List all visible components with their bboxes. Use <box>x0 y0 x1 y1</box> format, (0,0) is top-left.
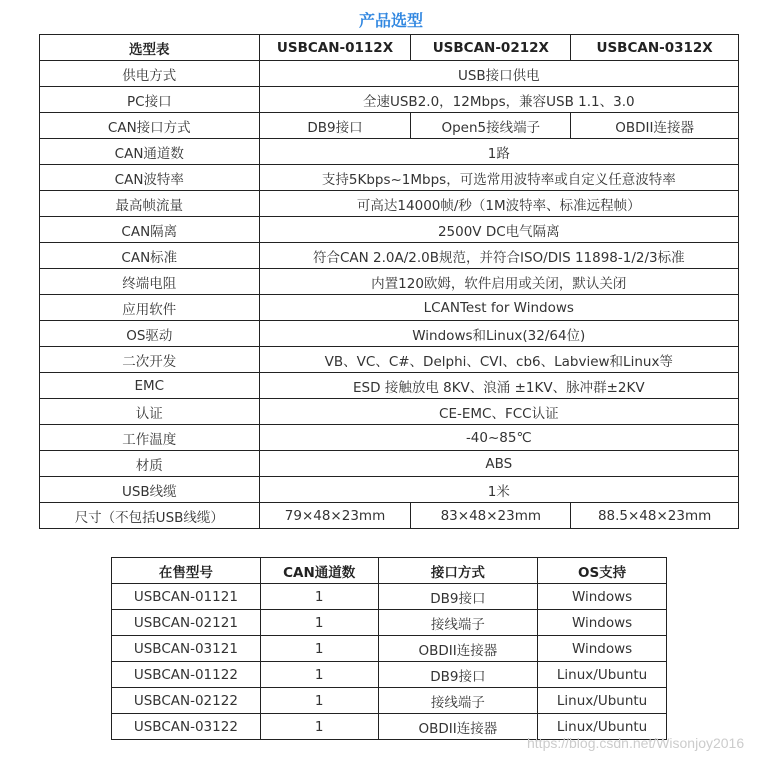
spec-table <box>39 34 739 529</box>
table-row <box>40 451 739 477</box>
row-value: 2500V DC电气隔离 <box>259 217 738 243</box>
row-label: 供电方式 <box>40 61 260 87</box>
table-row <box>40 347 739 373</box>
table-cell: USBCAN-01121 <box>112 584 261 610</box>
table-cell: 1 <box>260 688 378 714</box>
row-label: 终端电阻 <box>40 269 260 295</box>
table-cell: USBCAN-03121 <box>112 636 261 662</box>
row-value: 符合CAN 2.0A/2.0B规范，并符合ISO/DIS 11898-1/2/3标准 <box>259 243 738 269</box>
header-cell: 选型表 <box>40 35 260 61</box>
row-label: 最高帧流量 <box>40 191 260 217</box>
table-cell: OBDII连接器 <box>378 636 538 662</box>
table-cell: 1 <box>260 636 378 662</box>
row-label: EMC <box>40 373 260 399</box>
header-cell: OS支持 <box>538 558 667 584</box>
table-row <box>40 165 739 191</box>
table-cell: Windows <box>538 610 667 636</box>
row-value: CE-EMC、FCC认证 <box>259 399 738 425</box>
table-row <box>40 399 739 425</box>
table-row <box>112 636 667 662</box>
row-value: DB9接口 <box>259 113 411 139</box>
row-label: USB线缆 <box>40 477 260 503</box>
header-cell: USBCAN-0212X <box>411 35 571 61</box>
row-value: 88.5×48×23mm <box>571 503 739 529</box>
table-row <box>40 87 739 113</box>
table-row <box>40 321 739 347</box>
row-label: 应用软件 <box>40 295 260 321</box>
row-label: CAN通道数 <box>40 139 260 165</box>
table-cell: Linux/Ubuntu <box>538 662 667 688</box>
header-cell: 接口方式 <box>378 558 538 584</box>
row-value: USB接口供电 <box>259 61 738 87</box>
table-cell: USBCAN-02121 <box>112 610 261 636</box>
table-cell: OBDII连接器 <box>378 714 538 740</box>
row-value: ABS <box>259 451 738 477</box>
table-row <box>112 662 667 688</box>
header-cell: CAN通道数 <box>260 558 378 584</box>
table-row <box>40 269 739 295</box>
table-row <box>112 584 667 610</box>
table-row <box>40 113 739 139</box>
table-row <box>40 425 739 451</box>
table-row <box>40 217 739 243</box>
table-row <box>40 373 739 399</box>
row-label: CAN标准 <box>40 243 260 269</box>
header-cell: USBCAN-0312X <box>571 35 739 61</box>
row-value: 可高达14000帧/秒（1M波特率、标准远程帧） <box>259 191 738 217</box>
table-cell: USBCAN-03122 <box>112 714 261 740</box>
table-cell: Linux/Ubuntu <box>538 714 667 740</box>
row-label: 工作温度 <box>40 425 260 451</box>
table-cell: USBCAN-02122 <box>112 688 261 714</box>
row-value: 1米 <box>259 477 738 503</box>
table-cell: 1 <box>260 714 378 740</box>
row-value: OBDII连接器 <box>571 113 739 139</box>
header-cell: USBCAN-0112X <box>259 35 411 61</box>
row-label: CAN隔离 <box>40 217 260 243</box>
table-cell: USBCAN-01122 <box>112 662 261 688</box>
table-cell: 接线端子 <box>378 610 538 636</box>
row-value: 79×48×23mm <box>259 503 411 529</box>
row-label: 尺寸（不包括USB线缆） <box>40 503 260 529</box>
table-cell: 1 <box>260 584 378 610</box>
row-value: 内置120欧姆，软件启用或关闭，默认关闭 <box>259 269 738 295</box>
sale-models-table <box>111 557 667 740</box>
table-row <box>112 688 667 714</box>
row-label: OS驱动 <box>40 321 260 347</box>
row-value: Open5接线端子 <box>411 113 571 139</box>
page-title: 产品选型 <box>358 11 423 30</box>
row-value: -40~85℃ <box>259 425 738 451</box>
table-row <box>40 477 739 503</box>
row-value: Windows和Linux(32/64位) <box>259 321 738 347</box>
row-value: LCANTest for Windows <box>259 295 738 321</box>
table-row <box>40 503 739 529</box>
row-value: VB、VC、C#、Delphi、CVI、cb6、Labview和Linux等 <box>259 347 738 373</box>
table-cell: Linux/Ubuntu <box>538 688 667 714</box>
table-row <box>40 139 739 165</box>
row-label: 认证 <box>40 399 260 425</box>
table-row <box>112 610 667 636</box>
row-label: 二次开发 <box>40 347 260 373</box>
table-cell: 1 <box>260 662 378 688</box>
table-cell: 接线端子 <box>378 688 538 714</box>
row-value: 全速USB2.0，12Mbps，兼容USB 1.1、3.0 <box>259 87 738 113</box>
table-cell: Windows <box>538 584 667 610</box>
table-row <box>40 191 739 217</box>
table-row <box>40 243 739 269</box>
row-label: CAN接口方式 <box>40 113 260 139</box>
table-row <box>40 295 739 321</box>
table-cell: DB9接口 <box>378 662 538 688</box>
table-cell: Windows <box>538 636 667 662</box>
row-value: 1路 <box>259 139 738 165</box>
row-value: 支持5Kbps~1Mbps，可选常用波特率或自定义任意波特率 <box>259 165 738 191</box>
row-value: 83×48×23mm <box>411 503 571 529</box>
table-row <box>40 61 739 87</box>
row-label: 材质 <box>40 451 260 477</box>
table-cell: 1 <box>260 610 378 636</box>
row-value: ESD 接触放电 8KV、浪涌 ±1KV、脉冲群±2KV <box>259 373 738 399</box>
table-cell: DB9接口 <box>378 584 538 610</box>
row-label: PC接口 <box>40 87 260 113</box>
watermark: https://blog.csdn.net/Wisonjoy2016 <box>527 735 745 751</box>
row-label: CAN波特率 <box>40 165 260 191</box>
header-cell: 在售型号 <box>112 558 261 584</box>
